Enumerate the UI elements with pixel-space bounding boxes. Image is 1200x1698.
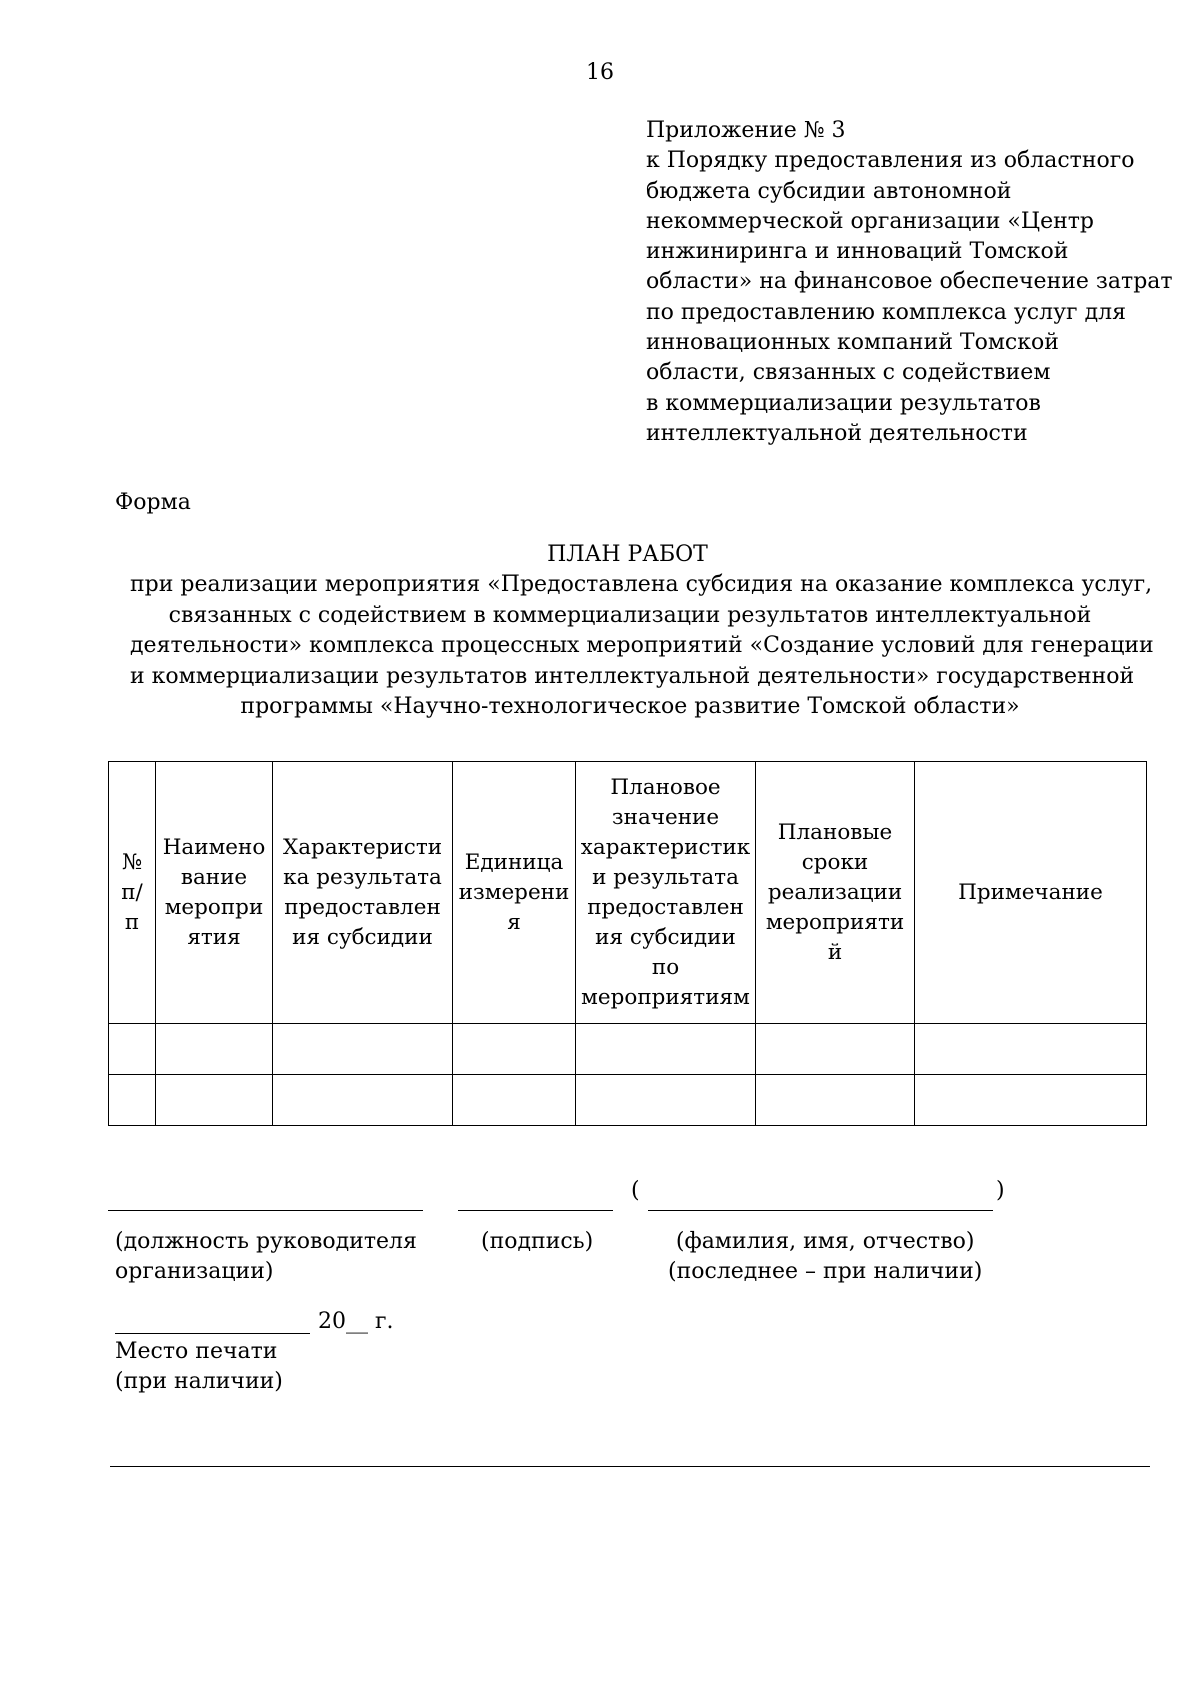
- subtitle-line: программы «Научно-технологическое развитие Томской области»: [240, 694, 1020, 719]
- header-planned-dates: Плановые сроки реализации мероприяти й: [756, 762, 915, 1024]
- name-caption: (фамилия, имя, отчество) (последнее – при наличии): [668, 1229, 983, 1284]
- table-cell: [156, 1024, 273, 1075]
- appendix-note: [646, 116, 1173, 449]
- signature-line: [458, 1210, 613, 1211]
- footer-divider: [110, 1466, 1150, 1467]
- appendix-line: области» на финансовое обеспечение затрат: [646, 269, 1173, 295]
- page-number: 16: [586, 60, 614, 85]
- header-planned-value: Плановое значение характеристик и результата предоставлен ия субсидии по мероприятиям: [576, 762, 756, 1024]
- date-line: [115, 1333, 310, 1334]
- appendix-line: к Порядку предоставления из областного: [646, 148, 1135, 174]
- date-year: 20__ г.: [318, 1309, 394, 1334]
- header-note: Примечание: [915, 762, 1147, 1024]
- stamp-caption: Место печати (при наличии): [115, 1339, 283, 1394]
- subtitle-line: связанных с содействием в коммерциализации результатов интеллектуальной: [168, 602, 1092, 628]
- appendix-line: инновационных компаний Томской: [646, 330, 1059, 356]
- document-subtitle: [130, 570, 1154, 723]
- table-cell: [156, 1075, 273, 1126]
- signature-caption: (подпись): [481, 1229, 594, 1254]
- close-parenthesis: ): [996, 1178, 1005, 1203]
- table-row: [109, 1075, 1147, 1126]
- table-cell: [109, 1075, 156, 1126]
- table-cell: [109, 1024, 156, 1075]
- name-signature-line: [648, 1210, 993, 1211]
- appendix-line: некоммерческой организации «Центр: [646, 208, 1095, 234]
- header-number: № п/ п: [109, 762, 156, 1024]
- table-cell: [915, 1075, 1147, 1126]
- table-cell: [756, 1024, 915, 1075]
- appendix-line: по предоставлению комплекса услуг для: [646, 299, 1126, 325]
- appendix-line: инжиниринга и инноваций Томской: [646, 239, 1069, 265]
- work-plan-table: [108, 761, 1147, 1126]
- table-cell: [453, 1024, 576, 1075]
- table-cell: [273, 1024, 453, 1075]
- header-result-characteristic: Характеристи ка результата предоставлен ия субсидии: [273, 762, 453, 1024]
- table-header-row: [109, 762, 1147, 1024]
- position-signature-line: [108, 1210, 423, 1211]
- appendix-line: Приложение № 3: [646, 118, 846, 143]
- subtitle-line: при реализации мероприятия «Предоставлена субсидия на оказание комплекса услуг,: [130, 572, 1153, 597]
- position-caption: (должность руководителя организации): [115, 1229, 417, 1284]
- appendix-line: в коммерциализации результатов: [646, 390, 1041, 416]
- form-label: Форма: [115, 490, 191, 515]
- document-title: ПЛАН РАБОТ: [547, 542, 708, 567]
- table-cell: [915, 1024, 1147, 1075]
- appendix-line: интеллектуальной деятельности: [646, 420, 1028, 446]
- table-row: [109, 1024, 1147, 1075]
- subtitle-line: деятельности» комплекса процессных мероприятий «Создание условий для генерации: [130, 633, 1154, 658]
- table-cell: [576, 1024, 756, 1075]
- open-parenthesis: (: [631, 1178, 640, 1203]
- appendix-line: бюджета субсидии автономной: [646, 178, 1012, 204]
- appendix-line: области, связанных с содействием: [646, 360, 1051, 386]
- subtitle-line: и коммерциализации результатов интеллектуальной деятельности» государственной: [130, 663, 1135, 689]
- table-cell: [453, 1075, 576, 1126]
- table-cell: [756, 1075, 915, 1126]
- table-cell: [273, 1075, 453, 1126]
- table-cell: [576, 1075, 756, 1126]
- header-unit: Единица измерени я: [453, 762, 576, 1024]
- header-event-name: Наимено вание меропри ятия: [156, 762, 273, 1024]
